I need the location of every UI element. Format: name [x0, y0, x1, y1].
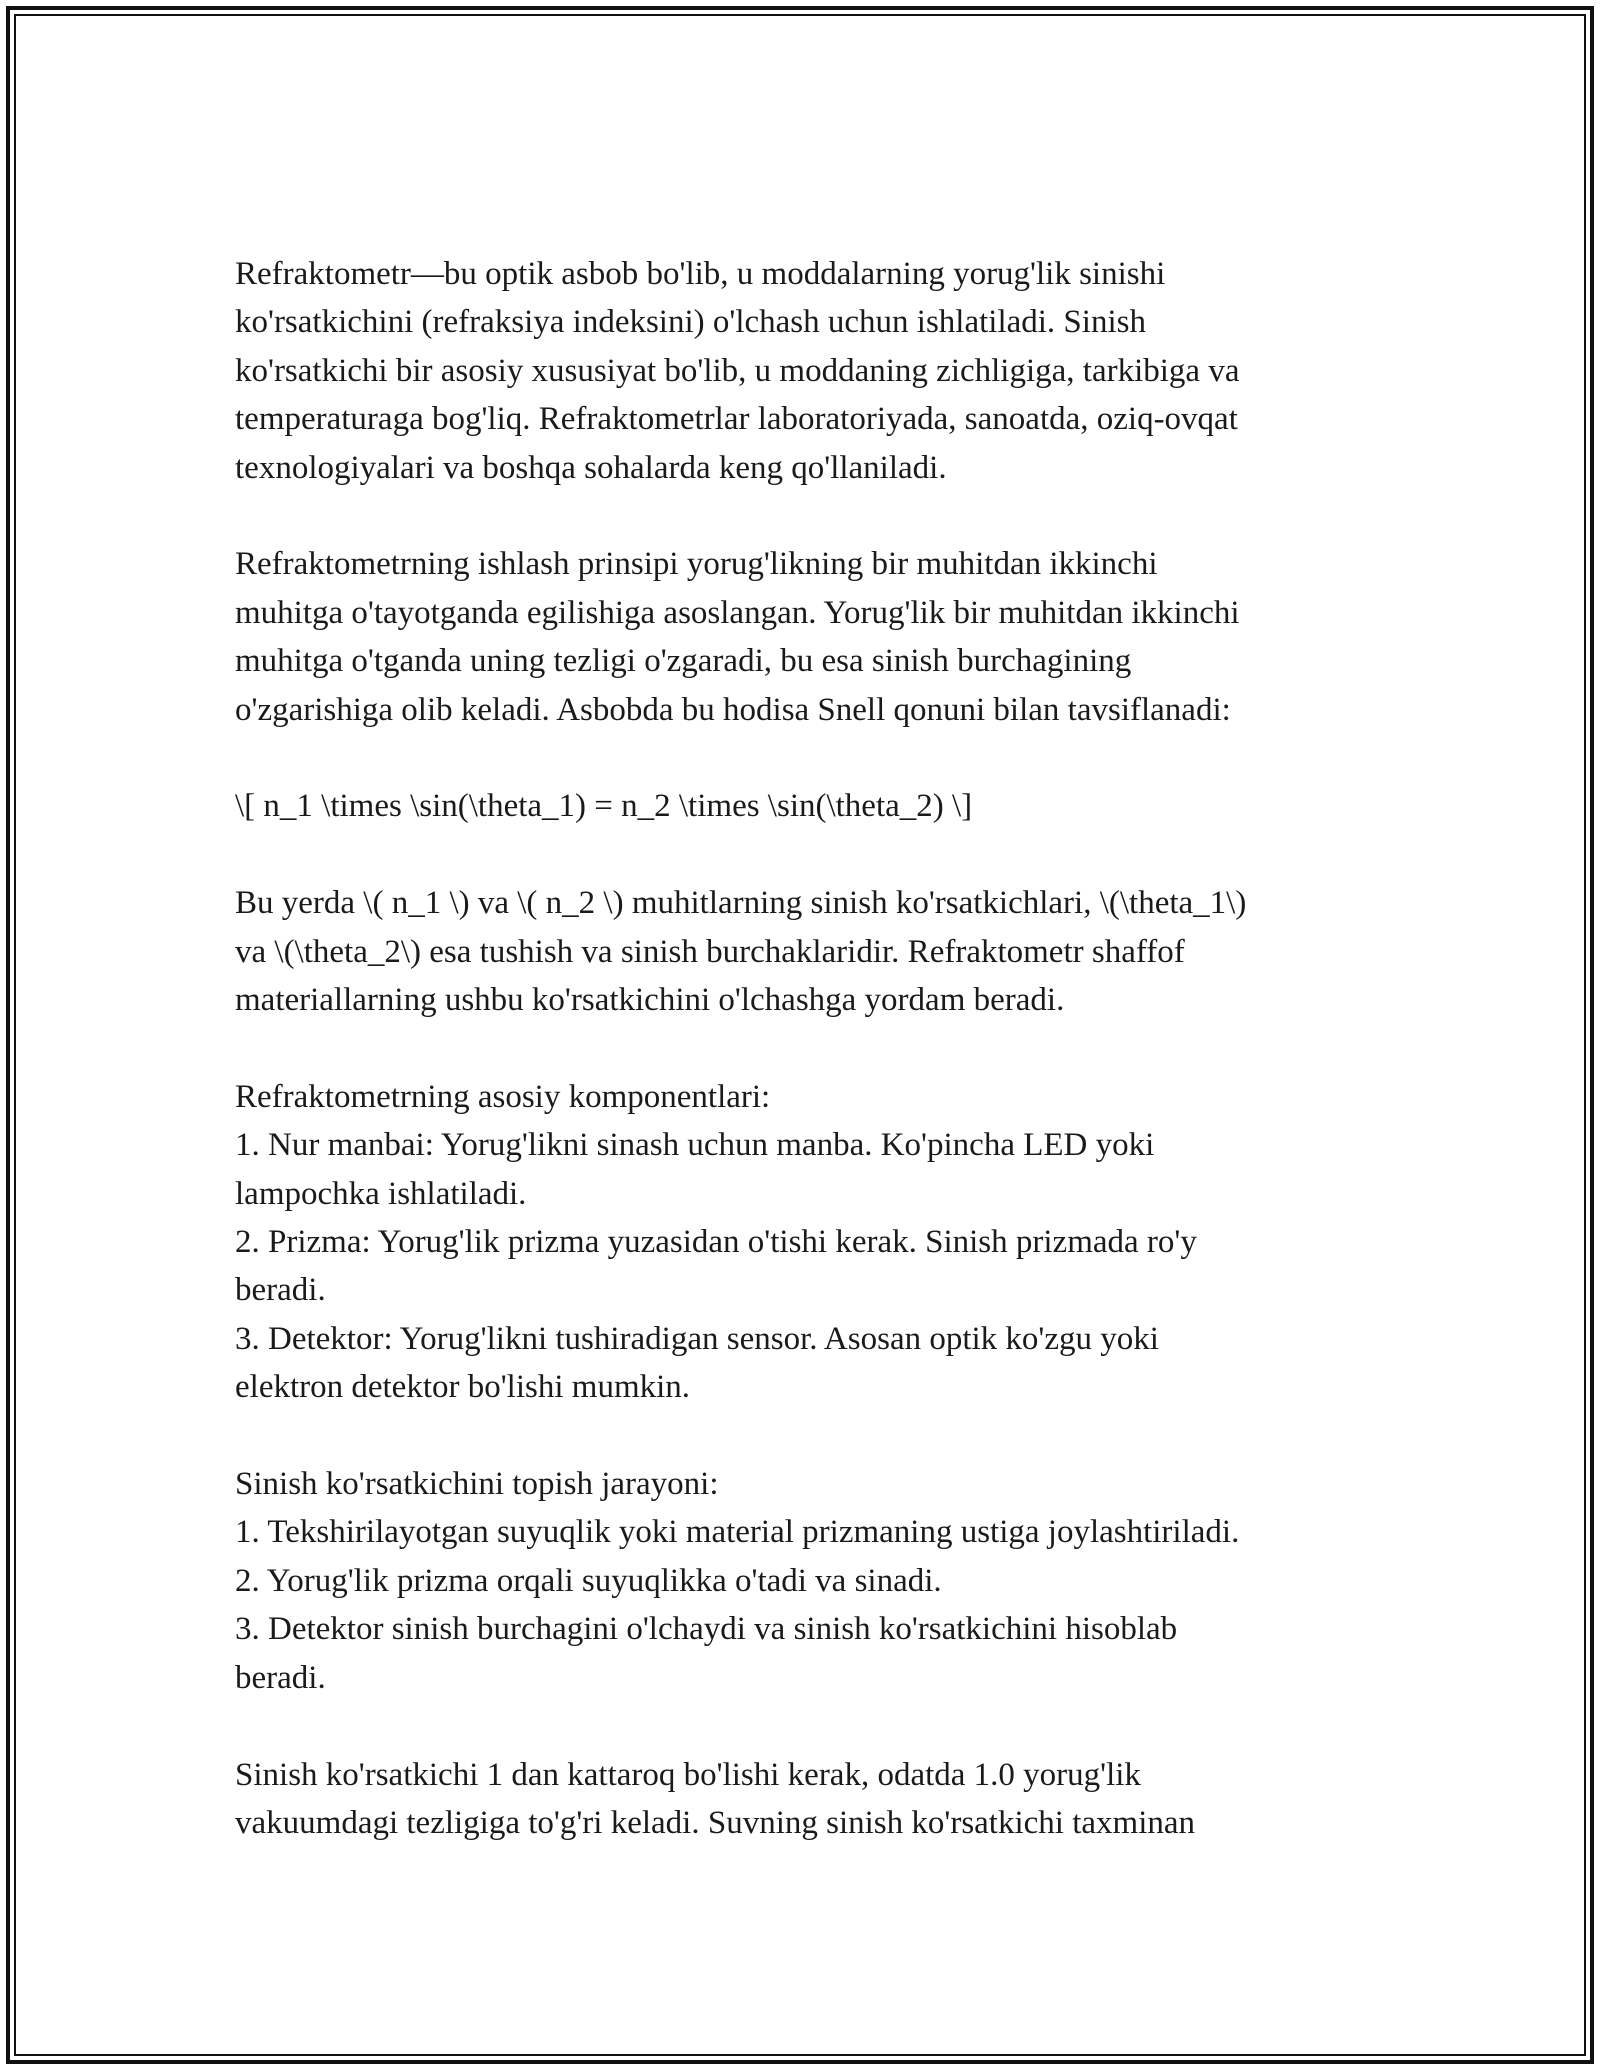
text-line: Sinish ko'rsatkichini topish jarayoni:	[235, 1466, 719, 1503]
text-line: 3. Detektor: Yorug'likni tushiradigan sensor. Asosan optik ko'zgu yoki	[235, 1320, 1159, 1357]
text-line: ko'rsatkichini (refraksiya indeksini) o'lchash uchun ishlatiladi. Sinish	[235, 304, 1146, 341]
text-line: 1. Nur manbai: Yorug'likni sinash uchun manba. Ko'pincha LED yoki	[235, 1127, 1155, 1164]
text-line: Sinish ko'rsatkichi 1 dan kattaroq bo'lishi kerak, odatda 1.0 yorug'lik	[235, 1756, 1141, 1793]
text-line: vakuumdagi tezligiga to'g'ri keladi. Suvning sinish ko'rsatkichi taxminan	[235, 1804, 1196, 1841]
text-line: 2. Prizma: Yorug'lik prizma yuzasidan o'tishi kerak. Sinish prizmada ro'y	[235, 1224, 1197, 1261]
paragraph-process	[235, 1460, 1375, 1702]
formula-snell	[235, 782, 1375, 830]
formula-text: \[ n_1 \times \sin(\theta_1) = n_2 \times \sin(\theta_2) \]	[235, 788, 973, 825]
text-line: va \(\theta_2\) esa tushish va sinish burchaklaridir. Refraktometr shaffof	[235, 933, 1185, 970]
text-line: lampochka ishlatiladi.	[235, 1175, 527, 1212]
paragraph-formula-explanation	[235, 879, 1375, 1024]
text-line: elektron detektor bo'lishi mumkin.	[235, 1369, 691, 1406]
text-line: texnologiyalari va boshqa sohalarda keng qo'llaniladi.	[235, 449, 947, 486]
document-body	[235, 250, 1375, 1896]
paragraph-components	[235, 1073, 1375, 1412]
paragraph-principle	[235, 540, 1375, 734]
text-line: 3. Detektor sinish burchagini o'lchaydi va sinish ko'rsatkichini hisoblab	[235, 1611, 1178, 1648]
text-line: beradi.	[235, 1272, 326, 1309]
text-line: muhitga o'tganda uning tezligi o'zgaradi, bu esa sinish burchagining	[235, 643, 1132, 680]
text-line: beradi.	[235, 1659, 326, 1696]
text-line: temperaturaga bog'liq. Refraktometrlar laboratoriyada, sanoatda, oziq-ovqat	[235, 401, 1238, 438]
text-line: Bu yerda \( n_1 \) va \( n_2 \) muhitlarning sinish ko'rsatkichlari, \(\theta_1\)	[235, 885, 1247, 922]
text-line: Refraktometrning asosiy komponentlari:	[235, 1078, 771, 1115]
text-line: Refraktometr—bu optik asbob bo'lib, u moddalarning yorug'lik sinishi	[235, 256, 1166, 292]
text-line: 2. Yorug'lik prizma orqali suyuqlikka o'tadi va sinadi.	[235, 1562, 942, 1599]
text-line: materiallarning ushbu ko'rsatkichini o'lchashga yordam beradi.	[235, 982, 1065, 1019]
text-line: ko'rsatkichi bir asosiy xususiyat bo'lib, u moddaning zichligiga, tarkibiga va	[235, 352, 1240, 389]
paragraph-conclusion	[235, 1751, 1375, 1848]
text-line: muhitga o'tayotganda egilishiga asoslangan. Yorug'lik bir muhitdan ikkinchi	[235, 594, 1240, 631]
paragraph-intro	[235, 250, 1375, 492]
text-line: 1. Tekshirilayotgan suyuqlik yoki material prizmaning ustiga joylashtiriladi.	[235, 1514, 1240, 1551]
text-line: Refraktometrning ishlash prinsipi yorug'likning bir muhitdan ikkinchi	[235, 546, 1158, 583]
text-line: o'zgarishiga olib keladi. Asbobda bu hodisa Snell qonuni bilan tavsiflanadi:	[235, 691, 1231, 728]
